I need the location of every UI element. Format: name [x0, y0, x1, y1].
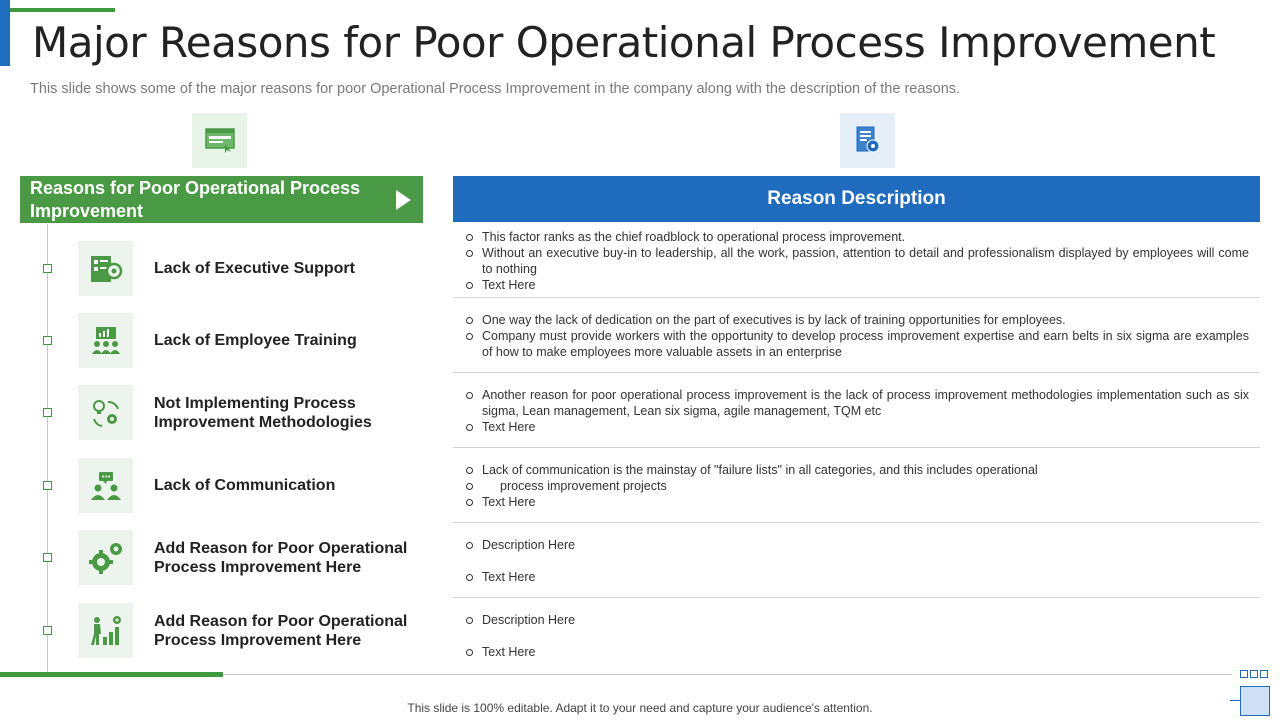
document-settings-icon: [840, 113, 895, 168]
reason-label: Not Implementing Process Improvement Methodologies: [154, 394, 372, 431]
reasons-column-header: [20, 176, 423, 223]
idea-gear-icon: [78, 385, 133, 440]
reason-label: Lack of Communication: [154, 477, 336, 494]
timeline-marker: [43, 264, 52, 273]
corner-line-decoration: [1230, 700, 1240, 701]
timeline-marker: [43, 408, 52, 417]
description-bullet: Without an executive buy-in to leadership, all the work, passion, attention to detail and professionalism displayed by employees will come to nothing: [465, 245, 1249, 277]
timeline-marker: [43, 553, 52, 562]
reason-description: [453, 523, 1260, 598]
gears-icon: [78, 530, 133, 585]
corner-squares-decoration: [1240, 670, 1268, 678]
description-bullet: Company must provide workers with the opportunity to develop process improvement expertise and earn belts in six sigma are examples of how to make employees more valuable assets in an enterprise: [465, 328, 1249, 360]
reason-description: [453, 373, 1260, 448]
executive-support-icon: [78, 241, 133, 296]
reason-label: Add Reason for Poor Operational Process Improvement Here: [154, 539, 408, 576]
description-bullet: Text Here: [465, 277, 1249, 293]
description-bullet: Text Here: [465, 419, 1249, 435]
page-title: Major Reasons for Poor Operational Process Improvement: [32, 18, 1216, 67]
description-column-header: Reason Description: [453, 176, 1260, 222]
description-bullet: Description Here: [465, 612, 1249, 628]
reason-description: [453, 298, 1260, 373]
corner-accent-blue: [0, 0, 10, 66]
reason-description: [453, 598, 1260, 673]
description-bullet: Text Here: [465, 644, 1249, 660]
communication-icon: [78, 458, 133, 513]
reasons-header-text: Reasons for Poor Operational Process Improvement: [30, 178, 361, 221]
description-bullet: Lack of communication is the mainstay of "failure lists" in all categories, and this includes operational: [465, 462, 1249, 478]
description-bullet: Text Here: [465, 494, 1249, 510]
page-subtitle: This slide shows some of the major reasons for poor Operational Process Improvement in the company along with the description of the reasons.: [30, 81, 961, 97]
reason-description: [453, 448, 1260, 523]
growth-chart-icon: [78, 603, 133, 658]
footer-accent: [0, 672, 223, 677]
reason-label: Lack of Executive Support: [154, 260, 355, 277]
browser-window-icon: [192, 113, 247, 168]
timeline-line: [47, 224, 48, 672]
description-bullet: Description Here: [465, 537, 1249, 553]
description-bullet: This factor ranks as the chief roadblock to operational process improvement.: [465, 229, 1249, 245]
timeline-marker: [43, 481, 52, 490]
timeline-marker: [43, 336, 52, 345]
description-bullet: Another reason for poor operational process improvement is the lack of process improvement methodologies implementation such as six sigma, Lean management, Lean six sigma, agile management, TQM etc: [465, 387, 1249, 419]
reason-description: [453, 229, 1260, 298]
reason-label: Lack of Employee Training: [154, 332, 357, 349]
description-bullet: One way the lack of dedication on the part of executives is by lack of training opportunities for employees.: [465, 312, 1249, 328]
footer-text: This slide is 100% editable. Adapt it to your need and capture your audience's attention.: [407, 701, 873, 715]
description-bullet: process improvement projects: [465, 478, 1249, 494]
description-bullet: Text Here: [465, 569, 1249, 585]
corner-accent-green: [10, 8, 115, 12]
employee-training-icon: [78, 313, 133, 368]
timeline-marker: [43, 626, 52, 635]
play-arrow-icon: [396, 190, 411, 210]
corner-box-decoration: [1240, 686, 1270, 716]
reason-label: Add Reason for Poor Operational Process Improvement Here: [154, 612, 408, 649]
